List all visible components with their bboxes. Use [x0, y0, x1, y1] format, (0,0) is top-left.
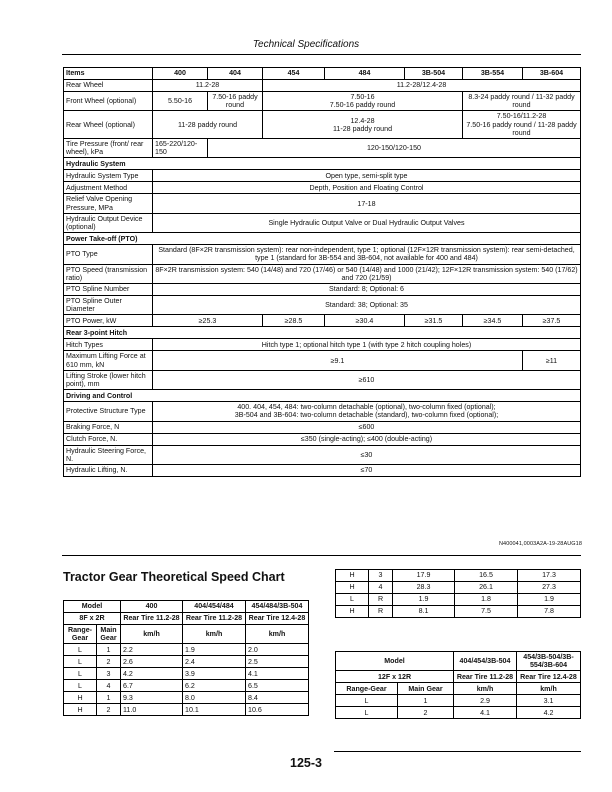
row-hitch-types — [64, 339, 581, 351]
gear-model-row — [64, 601, 309, 613]
speed-cell: 16.5 — [455, 570, 518, 582]
gear-row — [336, 606, 581, 618]
cell-value: ≥11 — [523, 351, 581, 370]
transmission-label: 12F x 12R — [336, 671, 454, 683]
row-label: Hydraulic Steering Force, N. — [64, 445, 153, 464]
page-number: 125-3 — [290, 756, 322, 770]
row-pto-type — [64, 245, 581, 264]
row-label: PTO Type — [64, 245, 153, 264]
row-label: Rear Wheel — [64, 80, 153, 92]
main-gear-label: Main Gear — [398, 683, 454, 695]
gear-table-8f2r-continued — [335, 569, 581, 618]
section-heading: Hydraulic System — [64, 158, 581, 170]
range-cell: L — [64, 656, 97, 668]
row-label: Protective Structure Type — [64, 402, 153, 421]
col-items: Items — [64, 68, 153, 80]
row-protective — [64, 402, 581, 421]
col-400: 400 — [153, 68, 208, 80]
gear-row — [64, 668, 309, 680]
cell-value: Standard (8F×2R transmission system): rear non-independent, type 1; optional (12F×12R transmission system): rear semi-detached, type 1 (standard for 3B-554 and 3B-604, not available for 400 and 484) — [153, 245, 581, 264]
speed-cell: 8.0 — [183, 692, 246, 704]
speed-cell: 4.1 — [454, 707, 517, 719]
cell-value: ≥610 — [153, 370, 581, 389]
speed-cell: 8.1 — [393, 606, 455, 618]
cell-value: ≤70 — [153, 465, 581, 477]
main-cell: 4 — [97, 680, 121, 692]
main-cell: 1 — [97, 644, 121, 656]
running-head: Technical Specifications — [252, 39, 360, 50]
speed-cell: 28.3 — [393, 582, 455, 594]
row-rear-wheel — [64, 80, 581, 92]
main-cell: 4 — [369, 582, 393, 594]
main-gear-label: Main Gear — [97, 625, 121, 644]
gear-row — [336, 594, 581, 606]
speed-cell: 1.9 — [183, 644, 246, 656]
speed-cell: 2.5 — [246, 656, 309, 668]
cell-value: 17-18 — [153, 194, 581, 213]
col-3b554: 3B-554 — [463, 68, 523, 80]
speed-cell: 7.8 — [518, 606, 581, 618]
row-label: Maximum Lifting Force at 610 mm, kN — [64, 351, 153, 370]
tire-label: Rear Tire 12.4-28 — [517, 671, 581, 683]
range-cell: L — [64, 644, 97, 656]
row-label: Tire Pressure (front/ rear wheel), kPa — [64, 139, 153, 158]
speed-cell: 1.9 — [518, 594, 581, 606]
cell-value: 120-150/120-150 — [208, 139, 581, 158]
row-braking — [64, 421, 581, 433]
speed-cell: 2.0 — [246, 644, 309, 656]
tire-label: Rear Tire 12.4-28 — [246, 613, 309, 625]
row-label: Lifting Stroke (lower hitch point), mm — [64, 370, 153, 389]
main-cell: 3 — [369, 570, 393, 582]
range-gear-label: Range-Gear — [336, 683, 398, 695]
row-label: Adjustment Method — [64, 182, 153, 194]
row-pto-speed — [64, 264, 581, 283]
figure-reference: N400041,0003A2A-19-28AUG18 — [498, 541, 582, 547]
range-cell: H — [64, 704, 97, 716]
speed-cell: 27.3 — [518, 582, 581, 594]
model-454-484-3b504: 454/484/3B-504 — [246, 601, 309, 613]
unit-label: km/h — [454, 683, 517, 695]
speed-cell: 17.3 — [518, 570, 581, 582]
row-label: Front Wheel (optional) — [64, 92, 153, 111]
speed-cell: 2.9 — [454, 695, 517, 707]
main-cell: 3 — [97, 668, 121, 680]
spec-header-row — [64, 68, 581, 80]
row-steering — [64, 445, 581, 464]
col-3b504: 3B-504 — [405, 68, 463, 80]
section-hydraulic — [64, 158, 581, 170]
cell-value: ≥28.5 — [263, 315, 325, 327]
speed-cell: 9.3 — [121, 692, 183, 704]
cell-value: Hitch type 1; optional hitch type 1 (with type 2 hitch coupling holes) — [153, 339, 581, 351]
gear-row — [336, 707, 581, 719]
row-label: Hydraulic Output Device (optional) — [64, 213, 153, 232]
gear-unit-row — [64, 625, 309, 644]
cell-value: Depth, Position and Floating Control — [153, 182, 581, 194]
row-front-wheel — [64, 92, 581, 111]
cell-value: 12.4-28 11-28 paddy round — [263, 111, 463, 139]
row-label: Hitch Types — [64, 339, 153, 351]
speed-cell: 26.1 — [455, 582, 518, 594]
speed-cell: 10.1 — [183, 704, 246, 716]
unit-label: km/h — [246, 625, 309, 644]
range-cell: H — [64, 692, 97, 704]
cell-value: 8F×2R transmission system: 540 (14/48) and 720 (17/46) or 540 (14/48) and 1000 (21/42); 12F×12R transmission system: 540 (17/62) and 720 (21/59) — [153, 264, 581, 283]
cell-value: ≥31.5 — [405, 315, 463, 327]
gear-row — [64, 644, 309, 656]
row-clutch — [64, 433, 581, 445]
cell-value: ≤350 (single-acting); ≤400 (double-acting) — [153, 433, 581, 445]
main-cell: 2 — [97, 704, 121, 716]
cell-value: ≥37.5 — [523, 315, 581, 327]
main-cell: R — [369, 594, 393, 606]
section-heading: Power Take-off (PTO) — [64, 233, 581, 245]
cell-value: 7.50-16 7.50-16 paddy round — [263, 92, 463, 111]
row-label: PTO Speed (transmission ratio) — [64, 264, 153, 283]
cell-value: ≥25.3 — [153, 315, 263, 327]
gear-row — [336, 695, 581, 707]
cell-value: ≥30.4 — [325, 315, 405, 327]
gear-tire-row — [336, 671, 581, 683]
row-label: Relief Valve Opening Pressure, MPa — [64, 194, 153, 213]
unit-label: km/h — [121, 625, 183, 644]
cell-value: 7.50-16 paddy round — [208, 92, 263, 111]
range-cell: L — [336, 707, 398, 719]
range-cell: L — [336, 594, 369, 606]
row-label: PTO Power, kW — [64, 315, 153, 327]
gear-chart-title: Tractor Gear Theoretical Speed Chart — [63, 570, 285, 584]
speed-cell: 1.8 — [455, 594, 518, 606]
speed-cell: 4.1 — [246, 668, 309, 680]
main-cell: 1 — [398, 695, 454, 707]
gear-row — [64, 692, 309, 704]
section-pto — [64, 233, 581, 245]
row-label: PTO Spline Number — [64, 284, 153, 296]
col-484: 484 — [325, 68, 405, 80]
row-pto-power — [64, 315, 581, 327]
gear-row — [336, 582, 581, 594]
speed-cell: 2.6 — [121, 656, 183, 668]
speed-cell: 6.5 — [246, 680, 309, 692]
gear-table-12f12r — [335, 651, 581, 719]
cell-value: 165-220/120-150 — [153, 139, 208, 158]
cell-value: 8.3-24 paddy round / 11-32 paddy round — [463, 92, 581, 111]
cell-value: Open type, semi-split type — [153, 170, 581, 182]
row-label: PTO Spline Outer Diameter — [64, 296, 153, 315]
speed-cell: 3.1 — [517, 695, 581, 707]
model-label: Model — [64, 601, 121, 613]
main-cell: 2 — [398, 707, 454, 719]
section-hitch — [64, 327, 581, 339]
speed-cell: 2.4 — [183, 656, 246, 668]
cell-value: Standard: 8; Optional: 6 — [153, 284, 581, 296]
row-adjustment — [64, 182, 581, 194]
speed-cell: 17.9 — [393, 570, 455, 582]
row-hydraulic-output — [64, 213, 581, 232]
tire-label: Rear Tire 11.2-28 — [121, 613, 183, 625]
cell-value: 11.2-28/12.4-28 — [263, 80, 581, 92]
row-rear-wheel-optional — [64, 111, 581, 139]
speed-cell: 7.5 — [455, 606, 518, 618]
row-lifting — [64, 465, 581, 477]
unit-label: km/h — [517, 683, 581, 695]
top-rule — [62, 54, 581, 55]
speed-cell: 10.6 — [246, 704, 309, 716]
cell-value: ≤600 — [153, 421, 581, 433]
model-400: 400 — [121, 601, 183, 613]
section-heading: Rear 3-point Hitch — [64, 327, 581, 339]
gear-unit-row — [336, 683, 581, 695]
model-404-454-3b504: 404/454/3B-504 — [454, 652, 517, 671]
speed-cell: 2.2 — [121, 644, 183, 656]
cell-value: 400. 404, 454, 484: two-column detachable (optional), two-column fixed (optional); 3B-504 and 3B-604: two-column detachable (standard), two-column fixed (optional); — [153, 402, 581, 421]
cell-value: ≥34.5 — [463, 315, 523, 327]
cell-value: ≤30 — [153, 445, 581, 464]
cell-value: Single Hydraulic Output Valve or Dual Hydraulic Output Valves — [153, 213, 581, 232]
tire-label: Rear Tire 11.2-28 — [454, 671, 517, 683]
speed-cell: 11.0 — [121, 704, 183, 716]
range-cell: L — [64, 668, 97, 680]
range-cell: L — [64, 680, 97, 692]
row-pto-spline — [64, 284, 581, 296]
speed-cell: 1.9 — [393, 594, 455, 606]
gear-row — [64, 680, 309, 692]
cell-value: 11.2-28 — [153, 80, 263, 92]
gear-model-row — [336, 652, 581, 671]
transmission-label: 8F x 2R — [64, 613, 121, 625]
spec-table — [63, 67, 581, 477]
row-pto-outer — [64, 296, 581, 315]
cell-value: 11-28 paddy round — [153, 111, 263, 139]
footer-rule — [334, 751, 581, 752]
col-404: 404 — [208, 68, 263, 80]
speed-cell: 6.2 — [183, 680, 246, 692]
row-label: Braking Force, N — [64, 421, 153, 433]
col-454: 454 — [263, 68, 325, 80]
row-relief — [64, 194, 581, 213]
row-max-lift — [64, 351, 581, 370]
row-tire-pressure — [64, 139, 581, 158]
gear-row — [64, 704, 309, 716]
col-3b604: 3B-604 — [523, 68, 581, 80]
range-cell: H — [336, 606, 369, 618]
range-cell: H — [336, 570, 369, 582]
speed-cell: 8.4 — [246, 692, 309, 704]
row-label: Hydraulic System Type — [64, 170, 153, 182]
speed-cell: 3.9 — [183, 668, 246, 680]
cell-value: 7.50-16/11.2-28 7.50-16 paddy round / 11-28 paddy round — [463, 111, 581, 139]
section-heading: Driving and Control — [64, 390, 581, 402]
range-cell: L — [336, 695, 398, 707]
range-cell: H — [336, 582, 369, 594]
cell-value: 5.50-16 — [153, 92, 208, 111]
row-hydraulic-type — [64, 170, 581, 182]
main-cell: 2 — [97, 656, 121, 668]
row-label: Clutch Force, N. — [64, 433, 153, 445]
row-label: Rear Wheel (optional) — [64, 111, 153, 139]
row-lift-stroke — [64, 370, 581, 389]
model-454-3b504-3b554-3b604: 454/3B-504/3B-554/3B-604 — [517, 652, 581, 671]
gear-row — [64, 656, 309, 668]
range-gear-label: Range-Gear — [64, 625, 97, 644]
unit-label: km/h — [183, 625, 246, 644]
tire-label: Rear Tire 11.2-28 — [183, 613, 246, 625]
speed-cell: 6.7 — [121, 680, 183, 692]
model-404-454-484: 404/454/484 — [183, 601, 246, 613]
section-driving — [64, 390, 581, 402]
speed-cell: 4.2 — [517, 707, 581, 719]
gear-row — [336, 570, 581, 582]
main-cell: 1 — [97, 692, 121, 704]
model-label: Model — [336, 652, 454, 671]
cell-value: Standard: 38; Optional: 35 — [153, 296, 581, 315]
gear-tire-row — [64, 613, 309, 625]
row-label: Hydraulic Lifting, N. — [64, 465, 153, 477]
cell-value: ≥9.1 — [153, 351, 523, 370]
speed-cell: 4.2 — [121, 668, 183, 680]
section-rule — [62, 555, 581, 556]
gear-table-8f2r — [63, 600, 309, 716]
main-cell: R — [369, 606, 393, 618]
